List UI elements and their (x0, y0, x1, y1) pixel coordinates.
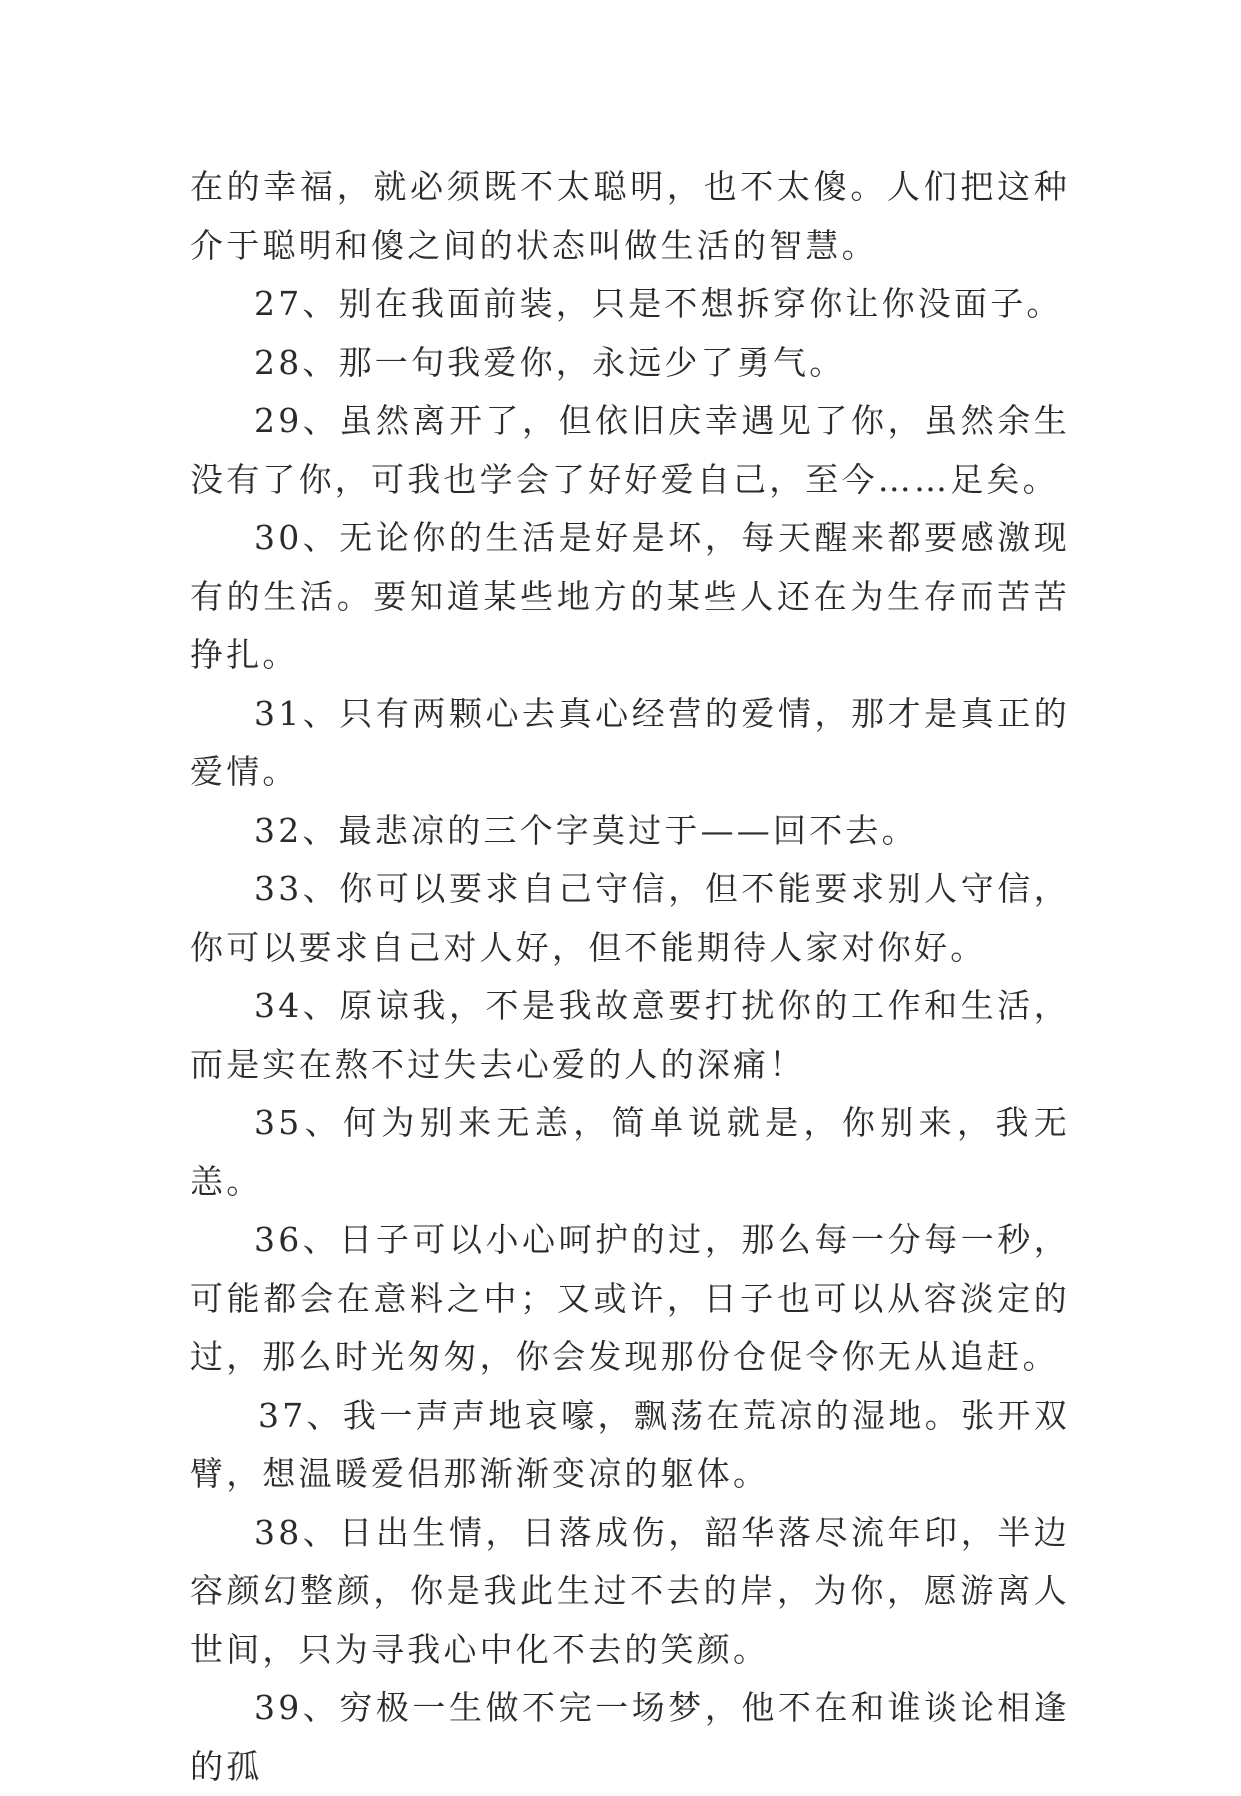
paragraph-30: 30、无论你的生活是好是坏，每天醒来都要感激现有的生活。要知道某些地方的某些人还在为生存而苦苦挣扎。 (190, 518, 1070, 674)
paragraph-35: 35、何为别来无恙，简单说就是，你别来，我无恙。 (190, 1103, 1070, 1201)
paragraph-31: 31、只有两颗心去真心经营的爱情，那才是真正的爱情。 (190, 693, 1070, 791)
paragraph-29: 29、虽然离开了，但依旧庆幸遇见了你，虽然余生没有了你，可我也学会了好好爱自己，至今……足矣。 (190, 401, 1070, 499)
paragraph-32: 32、最悲凉的三个字莫过于——回不去。 (254, 810, 918, 850)
paragraph-33: 33、你可以要求自己守信，但不能要求别人守信，你可以要求自己对人好，但不能期待人家对你好。 (190, 869, 1070, 967)
document-body (190, 158, 1070, 1796)
paragraph-39: 39、穷极一生做不完一场梦，他不在和谁谈论相逢的孤 (190, 1688, 1070, 1786)
paragraph-continuation: 在的幸福，就必须既不太聪明，也不太傻。人们把这种介于聪明和傻之间的状态叫做生活的智慧。 (190, 167, 1070, 265)
paragraph-36: 36、日子可以小心呵护的过，那么每一分每一秒，可能都会在意料之中；又或许，日子也可以从容淡定的过，那么时光匆匆，你会发现那份仓促令你无从追赶。 (190, 1220, 1070, 1376)
paragraph-38: 38、日出生情，日落成伤，韶华落尽流年印，半边容颜幻整颜，你是我此生过不去的岸，为你，愿游离人世间，只为寻我心中化不去的笑颜。 (190, 1512, 1070, 1669)
paragraph-28: 28、那一句我爱你，永远少了勇气。 (254, 342, 846, 382)
paragraph-34: 34、原谅我，不是我故意要打扰你的工作和生活，而是实在熬不过失去心爱的人的深痛！ (190, 986, 1070, 1084)
paragraph-37: 37、我一声声地哀嚎，飘荡在荒凉的湿地。张开双臂，想温暖爱侣那渐渐变凉的躯体。 (190, 1395, 1070, 1493)
paragraph-27: 27、别在我面前装，只是不想拆穿你让你没面子。 (254, 284, 1063, 323)
